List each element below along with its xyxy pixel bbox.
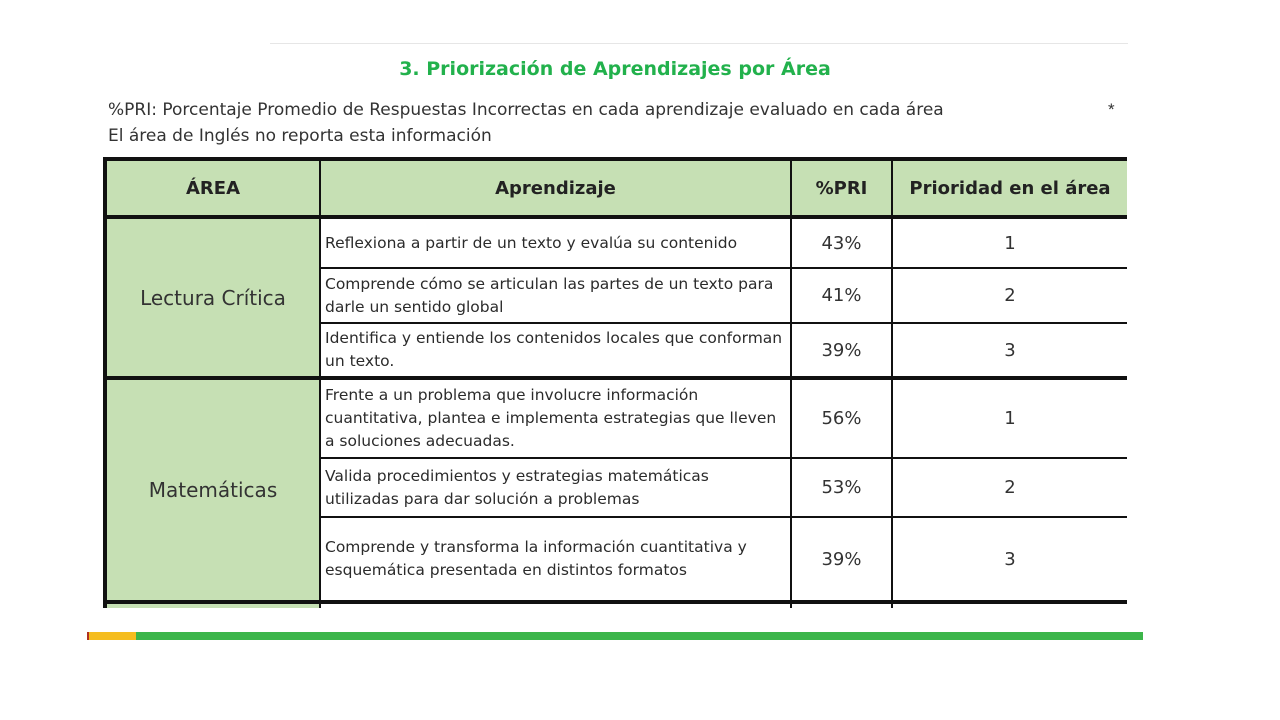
pri-cell: 39% xyxy=(791,517,892,602)
aprendizaje-cell: Comprende cómo se articulan las partes de un texto para darle un sentido global xyxy=(320,268,791,323)
pri-cell: 43% xyxy=(791,217,892,268)
aprendizaje-cell-cutoff xyxy=(320,602,791,608)
priority-table xyxy=(103,157,1127,608)
header-pri: %PRI xyxy=(791,159,892,217)
aprendizaje-cell: Valida procedimientos y estrategias matemáticas utilizadas para dar solución a problemas xyxy=(320,458,791,517)
table-row xyxy=(105,378,1127,458)
footnote-asterisk: * xyxy=(1108,100,1115,119)
accent-bar-tick xyxy=(87,632,89,640)
bottom-accent-bar xyxy=(87,632,1143,640)
top-divider xyxy=(270,43,1128,44)
pri-cell: 53% xyxy=(791,458,892,517)
header-aprendizaje: Aprendizaje xyxy=(320,159,791,217)
pri-cell-cutoff xyxy=(791,602,892,608)
table-row-cutoff xyxy=(105,602,1127,608)
priority-cell: 2 xyxy=(892,268,1127,323)
priority-cell: 3 xyxy=(892,323,1127,378)
aprendizaje-cell: Frente a un problema que involucre información cuantitativa, plantea e implementa estrategias que lleven a soluciones adecuadas. xyxy=(320,378,791,458)
aprendizaje-cell: Reflexiona a partir de un texto y evalúa su contenido xyxy=(320,217,791,268)
area-cell-cutoff xyxy=(105,602,320,608)
priority-cell: 1 xyxy=(892,217,1127,268)
english-area-note: El área de Inglés no reporta esta información xyxy=(108,126,492,146)
table-header-row xyxy=(105,159,1127,217)
section-title: 3. Priorización de Aprendizajes por Área xyxy=(399,58,831,80)
priority-table-container xyxy=(103,157,1127,608)
priority-cell-cutoff xyxy=(892,602,1127,608)
table-row xyxy=(105,217,1127,268)
header-area: ÁREA xyxy=(105,159,320,217)
priority-cell: 1 xyxy=(892,378,1127,458)
aprendizaje-cell: Identifica y entiende los contenidos locales que conforman un texto. xyxy=(320,323,791,378)
priority-cell: 3 xyxy=(892,517,1127,602)
pri-cell: 56% xyxy=(791,378,892,458)
priority-cell: 2 xyxy=(892,458,1127,517)
pri-cell: 39% xyxy=(791,323,892,378)
pri-cell: 41% xyxy=(791,268,892,323)
aprendizaje-cell: Comprende y transforma la información cuantitativa y esquemática presentada en distintos formatos xyxy=(320,517,791,602)
header-prioridad: Prioridad en el área xyxy=(892,159,1127,217)
pri-definition-note: %PRI: Porcentaje Promedio de Respuestas Incorrectas en cada aprendizaje evaluado en cada área xyxy=(108,100,944,120)
accent-bar-green xyxy=(136,632,1143,640)
area-cell-matematicas: Matemáticas xyxy=(105,378,320,602)
area-cell-lectura-critica: Lectura Crítica xyxy=(105,217,320,378)
accent-bar-yellow xyxy=(87,632,136,640)
